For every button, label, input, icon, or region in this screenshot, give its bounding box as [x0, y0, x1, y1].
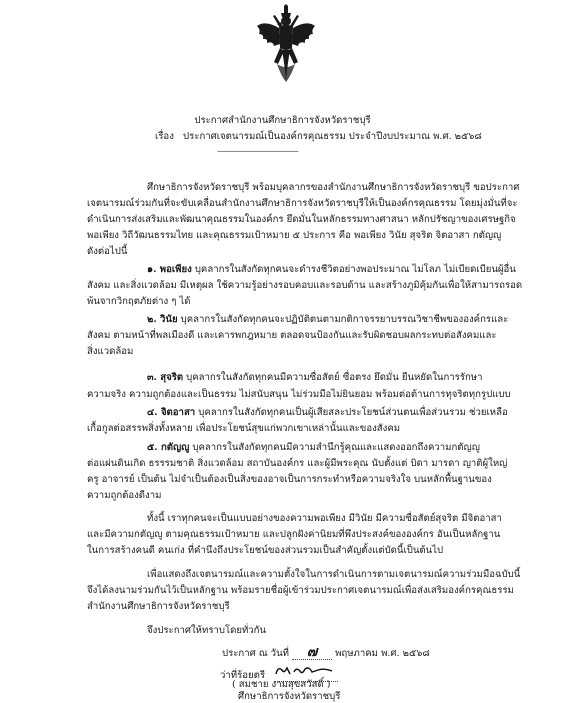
virtue-item-line: ต่อแผ่นดินเกิด ธรรรมชาติ สิ่งแวดล้อม สถาบันองค์กร และผู้มีพระคุณ นับตั้งแต่ บิดา มารดา ญาติผู้ใหญ่ — [87, 458, 508, 469]
virtue-item-line — [147, 371, 483, 384]
signatory-position: ศึกษาธิการจังหวัดราชบุรี — [238, 691, 341, 702]
signatory-rank: ว่าที่ร้อยตรี — [220, 670, 266, 681]
date-month: พฤษภาคม — [335, 648, 378, 659]
garuda-emblem-icon — [255, 4, 317, 88]
virtue-item-number: ๔. จิตอาสา — [147, 407, 196, 418]
announcement-title: ประกาศสำนักงานศึกษาธิการจังหวัดราชบุรี — [194, 115, 371, 126]
closing-line: และมีความกตัญญู ตามคุณธรรมเป้าหมาย และปลูกฝังค่านิยมที่พึงประสงค์ขององค์กร อันเป็นหลักฐาน — [87, 529, 501, 540]
virtue-item-line: ความถูกต้องดีงาม — [87, 490, 162, 501]
date-prefix: ประกาศ ณ วันที่ — [222, 648, 289, 659]
commitment-line: เพื่อแสดงถึงเจตนารมณ์และความตั้งใจในการดำเนินการตามเจตนารมณ์ความร่วมมือฉบับนี้ — [147, 569, 521, 580]
signature-scrawl-icon — [274, 664, 334, 678]
closing-line: ในการสร้างคนดี คนเก่ง ที่คำนึงถึงประโยชน์ของส่วนรวมเป็นสำคัญตั้งแต่บัดนี้เป็นต้นไป — [87, 545, 444, 556]
intro-line: ศึกษาธิการจังหวัดราชบุรี พร้อมบุคลากรของสำนักงานศึกษาธิการจังหวัดราชบุรี ขอประกาศ — [147, 182, 520, 193]
virtue-item-number: ๓. สุจริต — [147, 372, 184, 383]
date-day: ๗ — [292, 646, 332, 660]
intro-line: เจตนารมณ์ร่วมกันที่จะขับเคลื่อนสำนักงานศึกษาธิการจังหวัดราชบุรีให้เป็นองค์กรคุณธรรม โดยมุ่งมั่นที่จะ — [87, 198, 518, 209]
virtue-item-number: ๒. วินัย — [147, 314, 178, 325]
virtue-item-text: บุคลากรในสังกัดทุกคนมีความซื่อสัตย์ ซื่อตรง ยึดมั่น ยืนหยัดในการรักษา — [183, 372, 483, 383]
announce-text: จึงประกาศให้ทราบโดยทั่วกัน — [147, 625, 267, 636]
date-year-label: พ.ศ. — [381, 648, 400, 659]
virtue-item-line: สังคม และสิ่งแวดล้อม มีเหตุผล ใช้ความรู้อย่างรอบคอบและรอบด้าน และสร้างภูมิคุ้มกันเพื่อให้สามารถรอด — [87, 280, 523, 291]
intro-line: ดำเนินการส่งเสริมและพัฒนาคุณธรรมในองค์กร ยึดมั่นในหลักธรรมทางศาสนา หลักปรัชญาของเศรษฐกิจ — [87, 214, 516, 225]
virtue-item-line: พ้นจากวิกฤตภัยต่าง ๆ ได้ — [87, 296, 191, 307]
subject-text: ประกาศเจตนารมณ์เป็นองค์กรคุณธรรม ประจำปีงบประมาณ พ.ศ. ๒๕๖๘ — [183, 131, 482, 142]
virtue-item-line — [147, 263, 516, 276]
virtue-item-line: สิ่งแวดล้อม — [87, 346, 134, 357]
virtue-item-line — [147, 406, 508, 419]
virtue-item-line — [147, 313, 508, 326]
subject-line — [155, 130, 482, 143]
virtue-item-text: บุคลากรในสังกัดทุกคนจะดำรงชีวิตอย่างพอประมาณ ไม่โลภ ไม่เบียดเบียนผู้อื่น — [191, 264, 516, 275]
date-line — [222, 646, 430, 660]
signatory-name: ( สมชาย งามสุขสวัสดิ์ ) — [232, 679, 331, 690]
closing-line: ทั้งนี้ เราทุกคนจะเป็นแบบอย่างของความพอเพียง มีวินัย มีความซื่อสัตย์สุจริต มีจิตอาสา — [147, 513, 502, 524]
header-separator: ------------------------------------ — [217, 146, 298, 157]
subject-label: เรื่อง — [155, 131, 174, 142]
virtue-item-line: สังคม ตามหน้าที่พลเมืองดี และเคารพกฎหมาย ตลอดจนป้องกันและรับผิดชอบผลกระทบต่อสังคมและ — [87, 330, 497, 341]
virtue-item-number: ๑. พอเพียง — [147, 264, 192, 275]
virtue-item-text: บุคลากรในสังกัดทุกคนจะปฏิบัติตนตามกติกาจรรยาบรรณวิชาชีพขององค์กรและ — [177, 314, 509, 325]
virtue-item-line: ครู อาจารย์ เป็นต้น ไม่จำเป็นต้องเป็นสิ่งของอาจเป็นการกระทำหรือความจริงใจ บนหลักพื้นฐานของ — [87, 474, 492, 485]
intro-line: พอเพียง วิถีวัฒนธรรมไทย และคุณธรรมเป้าหมาย ๕ ประการ คือ พอเพียง วินัย สุจริต จิตอาสา กตัญญู — [87, 230, 502, 241]
commitment-line: สำนักงานศึกษาธิการจังหวัดราชบุรี — [87, 601, 230, 612]
virtue-item-text: บุคลากรในสังกัดทุกคนเป็นผู้เสียสละประโยชน์ส่วนตนเพื่อส่วนรวม ช่วยเหลือ — [195, 407, 508, 418]
commitment-line: จึงได้ลงนามร่วมกันไว้เป็นหลักฐาน พร้อมรายชื่อผู้เข้าร่วมประกาศเจตนารมณ์เพื่อส่งเสริมองค์กรคุณธรรม — [87, 585, 514, 596]
virtue-item-line: เกื้อกูลต่อสรรพสิ่งทั้งหลาย เพื่อประโยชน์สุขแก่พวกเขาเหล่านั้นและของสังคม — [87, 423, 401, 434]
virtue-item-line — [147, 441, 480, 454]
virtue-item-number: ๕. กตัญญู — [147, 442, 190, 453]
virtue-item-text: บุคลากรในสังกัดทุกคนมีความสำนึกรู้คุณและแสดงออกถึงความกตัญญู — [189, 442, 480, 453]
date-year: ๒๕๖๘ — [402, 648, 430, 659]
intro-line: ดังต่อไปนี้ — [87, 246, 128, 257]
virtue-item-line: ความจริง ความถูกต้องและเป็นธรรม ไม่สนับสนุน ไม่ร่วมมือไม่ยินยอม พร้อมต่อต้านการทุจริตทุกรูปแบบ — [87, 389, 511, 400]
